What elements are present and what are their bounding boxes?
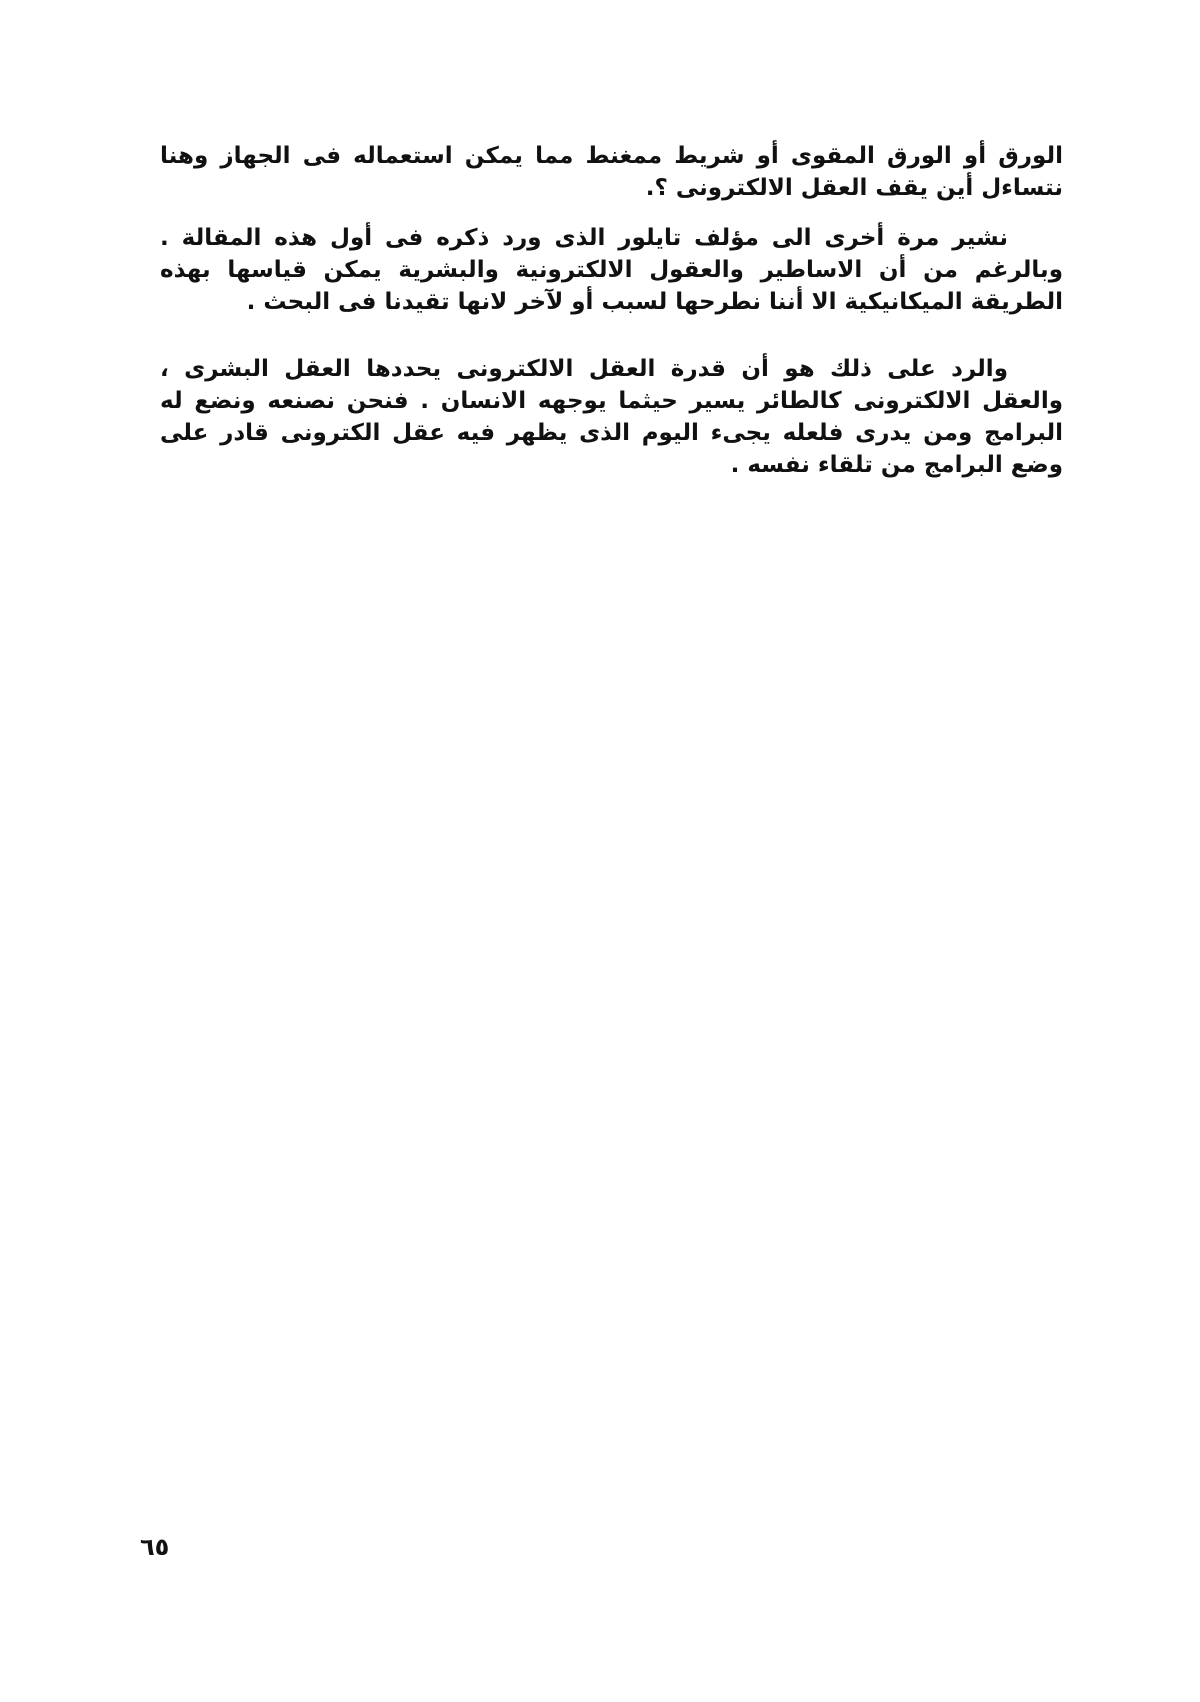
page-number: ٦٥: [140, 1533, 170, 1561]
paragraph-2: نشير مرة أخرى الى مؤلف تايلور الذى ورد ذكره فى أول هذه المقالة . وبالرغم من أن الاساطير والعقول الالكترونية والبشرية يمكن قياسها بهذه الطريقة الميكانيكية الا أننا نطرحها لسبب أو لآخر لانها تقيدنا فى البحث .: [160, 225, 1063, 315]
paragraph-3: والرد على ذلك هو أن قدرة العقل الالكترونى يحددها العقل البشرى ، والعقل الالكترونى كالطائر يسير حيثما يوجهه الانسان . فنحن نصنعه ونضع له البرامج ومن يدرى فلعله يجىء اليوم الذى يظهر فيه عقل الكترونى قادر على وضع البرامج من تلقاء نفسه .: [160, 356, 1063, 478]
paragraph-1: الورق أو الورق المقوى أو شريط ممغنط مما يمكن استعماله فى الجهاز وهنا نتساءل أين يقف العقل الالكترونى ؟.: [160, 143, 1063, 201]
